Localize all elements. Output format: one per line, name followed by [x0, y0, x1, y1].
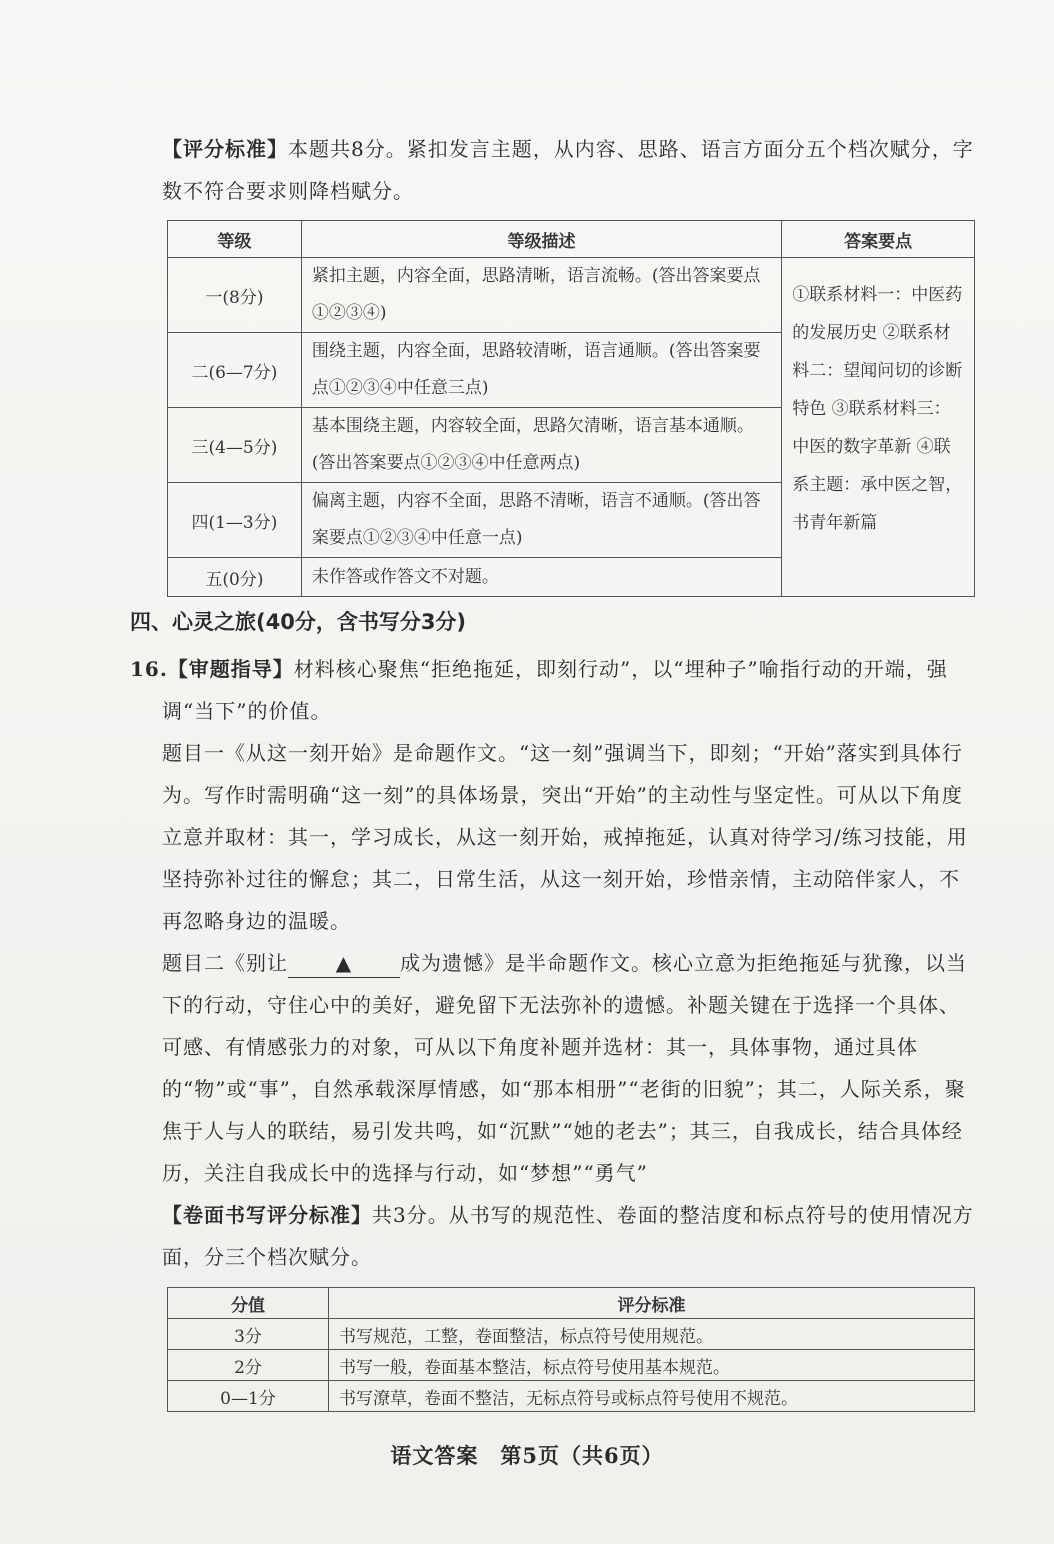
- scoring-line1: 本题共8分。紧扣发言主题，从内容、思路、语言方面分五个档次赋分，字: [288, 137, 974, 161]
- grade-desc: 紧扣主题，内容全面，思路清晰，语言流畅。(答出答案要点①②③④): [301, 258, 781, 333]
- score-value: 3分: [168, 1319, 329, 1350]
- header-desc: 等级描述: [301, 221, 781, 258]
- score-value: 2分: [168, 1350, 329, 1381]
- grade-desc: 基本围绕主题，内容较全面，思路欠清晰，语言基本通顺。(答出答案要点①②③④中任意两点): [301, 408, 781, 483]
- grade-level: 三(4—5分): [168, 408, 302, 483]
- score-criteria: 书写一般，卷面基本整洁，标点符号使用基本规范。: [329, 1350, 975, 1381]
- writing-text: 共3分。从书写的规范性、卷面的整洁度和标点符号的使用情况方面，分三个档次赋分。: [162, 1203, 974, 1269]
- q16-guide-label: 【审题指导】: [167, 657, 294, 681]
- header-level: 等级: [168, 221, 302, 258]
- grade-level: 五(0分): [168, 558, 302, 597]
- topic2-blank: ▲: [288, 949, 400, 978]
- grade-desc: 围绕主题，内容全面，思路较清晰，语言通顺。(答出答案要点①②③④中任意三点): [301, 333, 781, 408]
- scoring-label: 【评分标准】: [162, 137, 288, 161]
- score-criteria: 书写规范，工整，卷面整洁，标点符号使用规范。: [329, 1319, 975, 1350]
- question-16: [130, 648, 980, 1278]
- table-row: [168, 1381, 975, 1412]
- handwriting-table-header: [168, 1288, 975, 1319]
- topic2-pre: 题目二《别让: [162, 951, 288, 975]
- grade-table-header: [168, 221, 975, 258]
- score-value: 0—1分: [168, 1381, 329, 1412]
- table-row: [168, 258, 975, 333]
- handwriting-table: [167, 1287, 975, 1412]
- q16-topic2: [130, 942, 980, 1194]
- q16-guide-text: 材料核心聚焦“拒绝拖延，即刻行动”，以“埋种子”喻指行动的开端，强调“当下”的价值。: [162, 657, 948, 723]
- key-points: ①联系材料一：中医药的发展历史 ②联系材料二：望闻问切的诊断特色 ③联系材料三：中医的数字革新 ④联系主题：承中医之智，书青年新篇: [782, 258, 975, 597]
- page-footer: 语文答案 第5页（共6页）: [390, 1443, 664, 1468]
- grade-level: 二(6—7分): [168, 333, 302, 408]
- grade-desc: 偏离主题，内容不全面，思路不清晰，语言不通顺。(答出答案要点①②③④中任意一点): [301, 483, 781, 558]
- score-criteria: 书写潦草，卷面不整洁，无标点符号或标点符号使用不规范。: [329, 1381, 975, 1412]
- section-title: 四、心灵之旅(40分，含书写分3分): [130, 610, 467, 634]
- header-criteria: 评分标准: [329, 1288, 975, 1319]
- header-key: 答案要点: [782, 221, 975, 258]
- table-row: [168, 1350, 975, 1381]
- table-row: [168, 1319, 975, 1350]
- q16-number: 16.: [130, 657, 168, 681]
- writing-criteria: [130, 1194, 980, 1278]
- q16-guide: [130, 648, 980, 732]
- grade-level: 一(8分): [168, 258, 302, 333]
- grade-desc: 未作答或作答文不对题。: [301, 558, 781, 597]
- scoring-line2: 数不符合要求则降档赋分。: [162, 179, 414, 203]
- grade-level: 四(1—3分): [168, 483, 302, 558]
- grade-table: [167, 220, 975, 597]
- topic2-post: 成为遗憾》是半命题作文。核心立意为拒绝拖延与犹豫，以当下的行动，守住心中的美好，避免留下无法弥补的遗憾。补题关键在于选择一个具体、可感、有情感张力的对象，可从以下角度补题并选材：其一，具体事物，通过具体的“物”或“事”，自然承载深厚情感，如“那本相册”“老街的旧貌”；其二，人际关系，聚焦于人与人的联结，易引发共鸣，如“沉默”“她的老去”；其三，自我成长，结合具体经历，关注自我成长中的选择与行动，如“梦想”“勇气”: [162, 951, 967, 1185]
- scoring-intro: [162, 128, 980, 212]
- q16-topic1: 题目一《从这一刻开始》是命题作文。“这一刻”强调当下，即刻；“开始”落实到具体行为。写作时需明确“这一刻”的具体场景，突出“开始”的主动性与坚定性。可从以下角度立意并取材：其一，学习成长，从这一刻开始，戒掉拖延，认真对待学习/练习技能，用坚持弥补过往的懈怠；其二，日常生活，从这一刻开始，珍惜亲情，主动陪伴家人，不再忽略身边的温暖。: [162, 741, 968, 933]
- writing-label: 【卷面书写评分标准】: [162, 1203, 372, 1227]
- header-score: 分值: [168, 1288, 329, 1319]
